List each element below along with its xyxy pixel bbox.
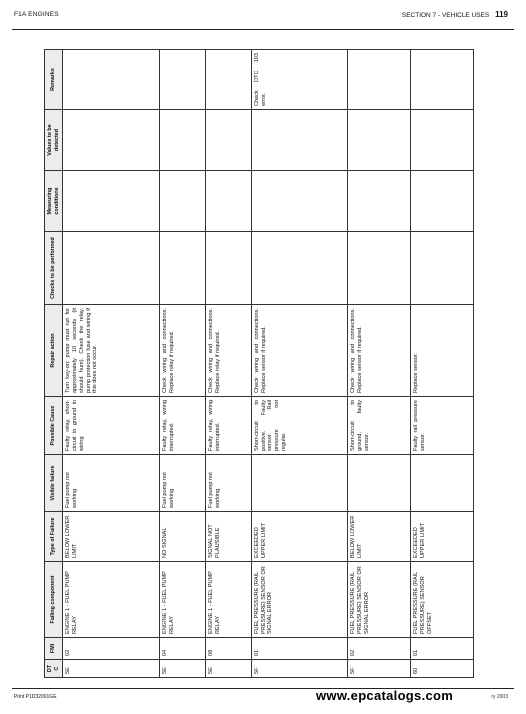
section-title: SECTION 7 - VEHICLE USES <box>401 12 490 19</box>
table-cell: 60 <box>411 660 474 678</box>
table-cell: Faulty rail pressure sensor. <box>411 397 474 455</box>
table-cell <box>348 50 411 110</box>
table-cell <box>411 110 474 171</box>
table-cell <box>63 50 160 110</box>
table-cell <box>411 50 474 110</box>
table-cell <box>348 110 411 171</box>
table-cell <box>63 110 160 171</box>
table-cell: EXCEEDED UPPER LIMIT <box>411 512 474 562</box>
table-header-row <box>45 50 63 678</box>
table-cell: Fuel pump not working <box>63 455 160 512</box>
table-cell <box>159 50 205 110</box>
table-cell <box>411 171 474 232</box>
rotated-table <box>44 50 474 678</box>
table-cell: ENGINE 1 - FUEL PUMP RELAY <box>205 562 251 638</box>
column-header: Failing component <box>45 562 63 638</box>
footer-date: ry 2003 <box>491 694 508 700</box>
header-divider <box>12 29 514 30</box>
table-cell: 08 <box>205 638 251 660</box>
header-title: F1A ENGINES <box>14 11 59 18</box>
table-cell: Check DTC 103 error. <box>251 50 348 110</box>
column-header: DTC <box>45 660 63 678</box>
table-cell <box>348 455 411 512</box>
table-cell <box>251 232 348 305</box>
table-row <box>411 50 474 678</box>
table-cell <box>63 171 160 232</box>
table-cell <box>411 232 474 305</box>
dtc-table-container <box>44 50 474 678</box>
table-cell <box>205 232 251 305</box>
column-header: Measuring conditions <box>45 171 63 232</box>
table-cell: SIGNAL NOT PLAUSIBLE <box>205 512 251 562</box>
table-cell: Check wiring and connections. Replace sensor if required. <box>251 305 348 397</box>
table-cell: BELOW LOWER LIMIT <box>348 512 411 562</box>
table-cell <box>159 232 205 305</box>
table-cell: Replace sensor. <box>411 305 474 397</box>
table-cell: Fuel pump not working <box>205 455 251 512</box>
table-cell: 02 <box>348 638 411 660</box>
table-cell <box>251 110 348 171</box>
table-cell <box>205 50 251 110</box>
dtc-table <box>44 49 474 678</box>
column-header: Checks to be performed <box>45 232 63 305</box>
table-cell: 5E <box>205 660 251 678</box>
table-row <box>348 50 411 678</box>
table-cell: 5E <box>159 660 205 678</box>
column-header: Remarks <box>45 50 63 110</box>
table-cell <box>159 171 205 232</box>
watermark: www.epcatalogs.com <box>316 688 454 703</box>
column-header: Visible failure <box>45 455 63 512</box>
table-cell: Faulty relay, wiring interrupted. <box>205 397 251 455</box>
column-header: Repair action <box>45 305 63 397</box>
table-cell: 02 <box>63 638 160 660</box>
table-row <box>159 50 205 678</box>
column-header: Type of Failure <box>45 512 63 562</box>
table-cell: 5E <box>63 660 160 678</box>
table-cell: EXCEEDED UPPER LIMIT <box>251 512 348 562</box>
table-cell <box>348 232 411 305</box>
table-row <box>63 50 160 678</box>
table-cell <box>251 171 348 232</box>
page-number: 119 <box>495 10 508 19</box>
table-cell: Fuel pump not working <box>159 455 205 512</box>
table-cell: 04 <box>159 638 205 660</box>
table-cell: Short-circuit to positive. Faulty sensor. Rail pressure not regular. <box>251 397 348 455</box>
table-cell <box>205 171 251 232</box>
table-cell: ENGINE 1 - FUEL PUMP RELAY <box>63 562 160 638</box>
table-cell: Check wiring and connections. Replace relay if required. <box>205 305 251 397</box>
table-cell: FUEL PRESSURE (RAIL PRESSURE) SENSOR OR SIGNAL ERROR <box>251 562 348 638</box>
table-cell: BELOW LOWER LIMIT <box>63 512 160 562</box>
table-cell <box>251 455 348 512</box>
table-cell: Check wiring and connections. Replace sensor if required. <box>348 305 411 397</box>
column-header: FMI <box>45 638 63 660</box>
table-row <box>251 50 348 678</box>
table-cell <box>205 110 251 171</box>
table-cell: 01 <box>411 638 474 660</box>
header-section <box>402 10 508 19</box>
table-cell: Faulty relay, short-circuit in ground in wiring <box>63 397 160 455</box>
table-cell: 5F <box>348 660 411 678</box>
table-cell: Check wiring and connections. Replace relay if required. <box>159 305 205 397</box>
page-header <box>0 0 526 30</box>
table-cell <box>159 110 205 171</box>
column-header: Values to be detected <box>45 110 63 171</box>
footer-print-code: Print P1D32001GE <box>14 694 57 700</box>
table-cell: Turn key-on: pump must run for approximately 10 seconds (it should hum). Check the relay, pump protection fuse and wiring if this does not occur. <box>63 305 160 397</box>
table-cell: Faulty relay, wiring interrupted. <box>159 397 205 455</box>
table-cell <box>348 171 411 232</box>
table-cell: NO SIGNAL <box>159 512 205 562</box>
table-cell: FUEL PRESSURE (RAIL PRESSURE) SENSOR OFFSET <box>411 562 474 638</box>
table-cell <box>411 455 474 512</box>
table-cell: FUEL PRESSURE (RAIL PRESSURE) SENSOR OR SIGNAL ERROR <box>348 562 411 638</box>
table-cell: 5F <box>251 660 348 678</box>
table-cell: ENGINE 1 - FUEL PUMP RELAY <box>159 562 205 638</box>
table-row <box>205 50 251 678</box>
table-cell <box>63 232 160 305</box>
table-cell: Short-circuit to ground, faulty sensor. <box>348 397 411 455</box>
table-cell: 01 <box>251 638 348 660</box>
column-header: Possible Cause <box>45 397 63 455</box>
